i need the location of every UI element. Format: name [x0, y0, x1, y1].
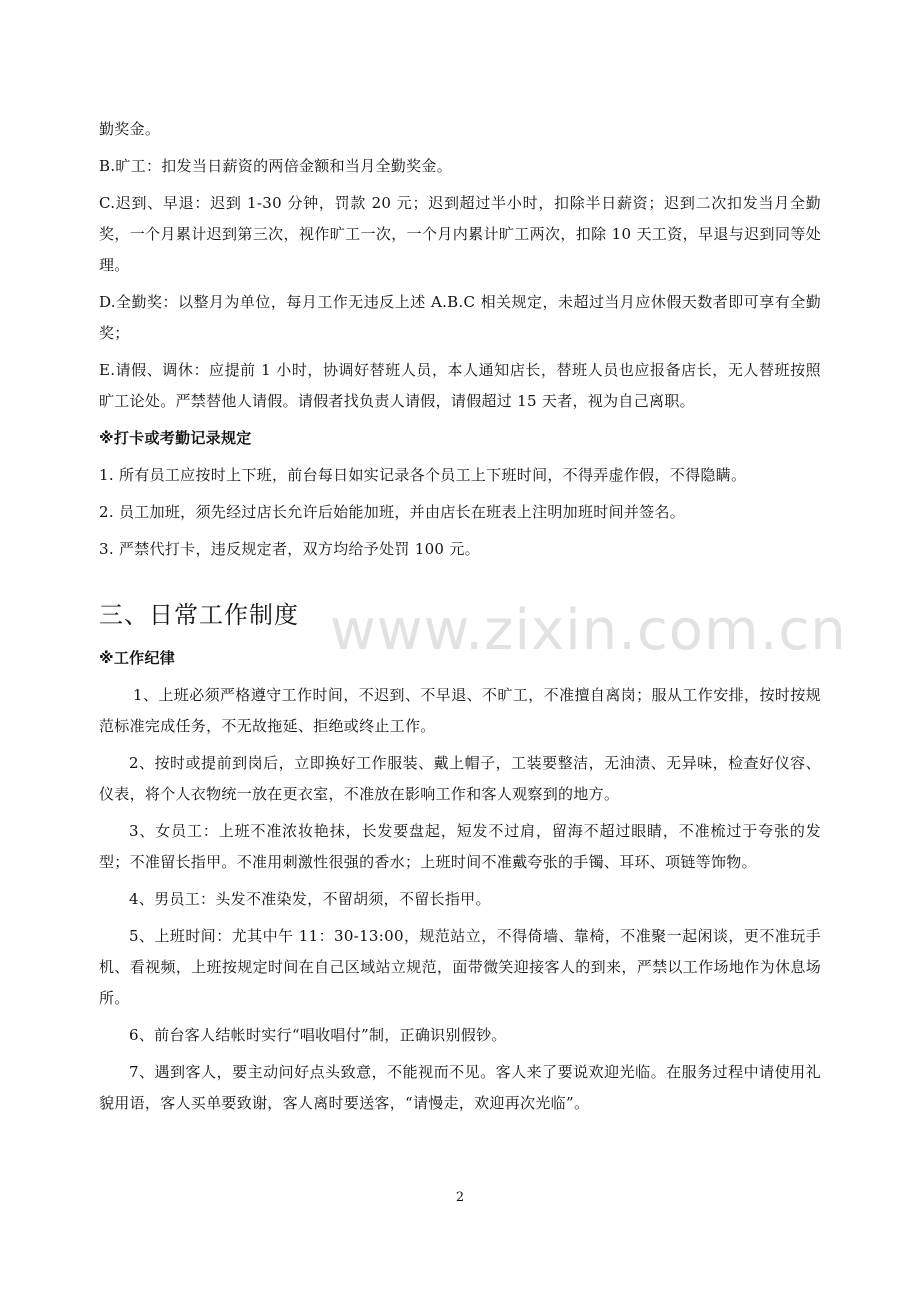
paragraph-attendance-bonus-tail: 勤奖金。 [99, 120, 161, 138]
discipline-item: 7、遇到客人，要主动问好点头致意，不能视而不见。客人来了要说欢迎光临。在服务过程中请使用礼貌用语，客人买单要致谢，客人离时要送客，“请慢走，欢迎再次光临”。 [99, 1063, 821, 1112]
clock-rules-heading: ※打卡或考勤记录规定 [99, 429, 252, 447]
discipline-heading: ※工作纪律 [99, 649, 176, 667]
paragraph-leave: E.请假、调休：应提前 1 小时，协调好替班人员，本人通知店长，替班人员也应报备店长，无人替班按照旷工论处。严禁替他人请假。请假者找负责人请假，请假超过 15 天者，视为自己离职。 [99, 361, 821, 410]
page-content [99, 114, 821, 1119]
clock-rule-item: 3. 严禁代打卡，违反规定者，双方均给予处罚 100 元。 [99, 540, 480, 558]
watermark: www.zixin.com.cn [330, 598, 847, 663]
discipline-item: 2、按时或提前到岗后，立即换好工作服装、戴上帽子，工装要整洁，无油渍、无异味，检查好仪容、仪表，将个人衣物统一放在更衣室，不准放在影响工作和客人观察到的地方。 [99, 754, 821, 803]
discipline-item: 5、上班时间：尤其中午 11：30-13:00，规范站立，不得倚墙、靠椅，不准聚一起闲谈，更不准玩手机、看视频，上班按规定时间在自己区域站立规范，面带微笑迎接客人的到来，严禁以工作场地作为休息场所。 [99, 927, 821, 1007]
clock-rule-item: 2. 员工加班，须先经过店长允许后始能加班，并由店长在班表上注明加班时间并签名。 [99, 503, 686, 521]
discipline-item: 6、前台客人结帐时实行“唱收唱付”制，正确识别假钞。 [129, 1026, 507, 1044]
section-title: 三、日常工作制度 [99, 601, 299, 629]
paragraph-full-attendance: D.全勤奖：以整月为单位，每月工作无违反上述 A.B.C 相关规定，未超过当月应休假天数者即可享有全勤奖； [99, 293, 821, 342]
discipline-item: 1、上班必须严格遵守工作时间，不迟到、不早退、不旷工，不准擅自离岗；服从工作安排，按时按规范标准完成任务，不无故拖延、拒绝或终止工作。 [99, 686, 821, 735]
clock-rule-item: 1. 所有员工应按时上下班，前台每日如实记录各个员工上下班时间，不得弄虚作假，不得隐瞒。 [99, 466, 747, 484]
discipline-item: 4、男员工：头发不准染发，不留胡须，不留长指甲。 [129, 890, 491, 908]
paragraph-absence: B.旷工：扣发当日薪资的两倍金额和当月全勤奖金。 [99, 157, 452, 175]
paragraph-late-early: C.迟到、早退：迟到 1-30 分钟，罚款 20 元；迟到超过半小时，扣除半日薪资；迟到二次扣发当月全勤奖，一个月累计迟到第三次，视作旷工一次，一个月内累计旷工两次，扣除 10 天工资，早退与迟到同等处理。 [99, 194, 821, 274]
page-number: 2 [455, 1190, 465, 1205]
discipline-item: 3、女员工：上班不准浓妆艳抹，长发要盘起，短发不过肩，留海不超过眼睛，不准梳过于夸张的发型；不准留长指甲。不准用刺激性很强的香水；上班时间不准戴夸张的手镯、耳环、项链等饰物。 [99, 822, 821, 871]
